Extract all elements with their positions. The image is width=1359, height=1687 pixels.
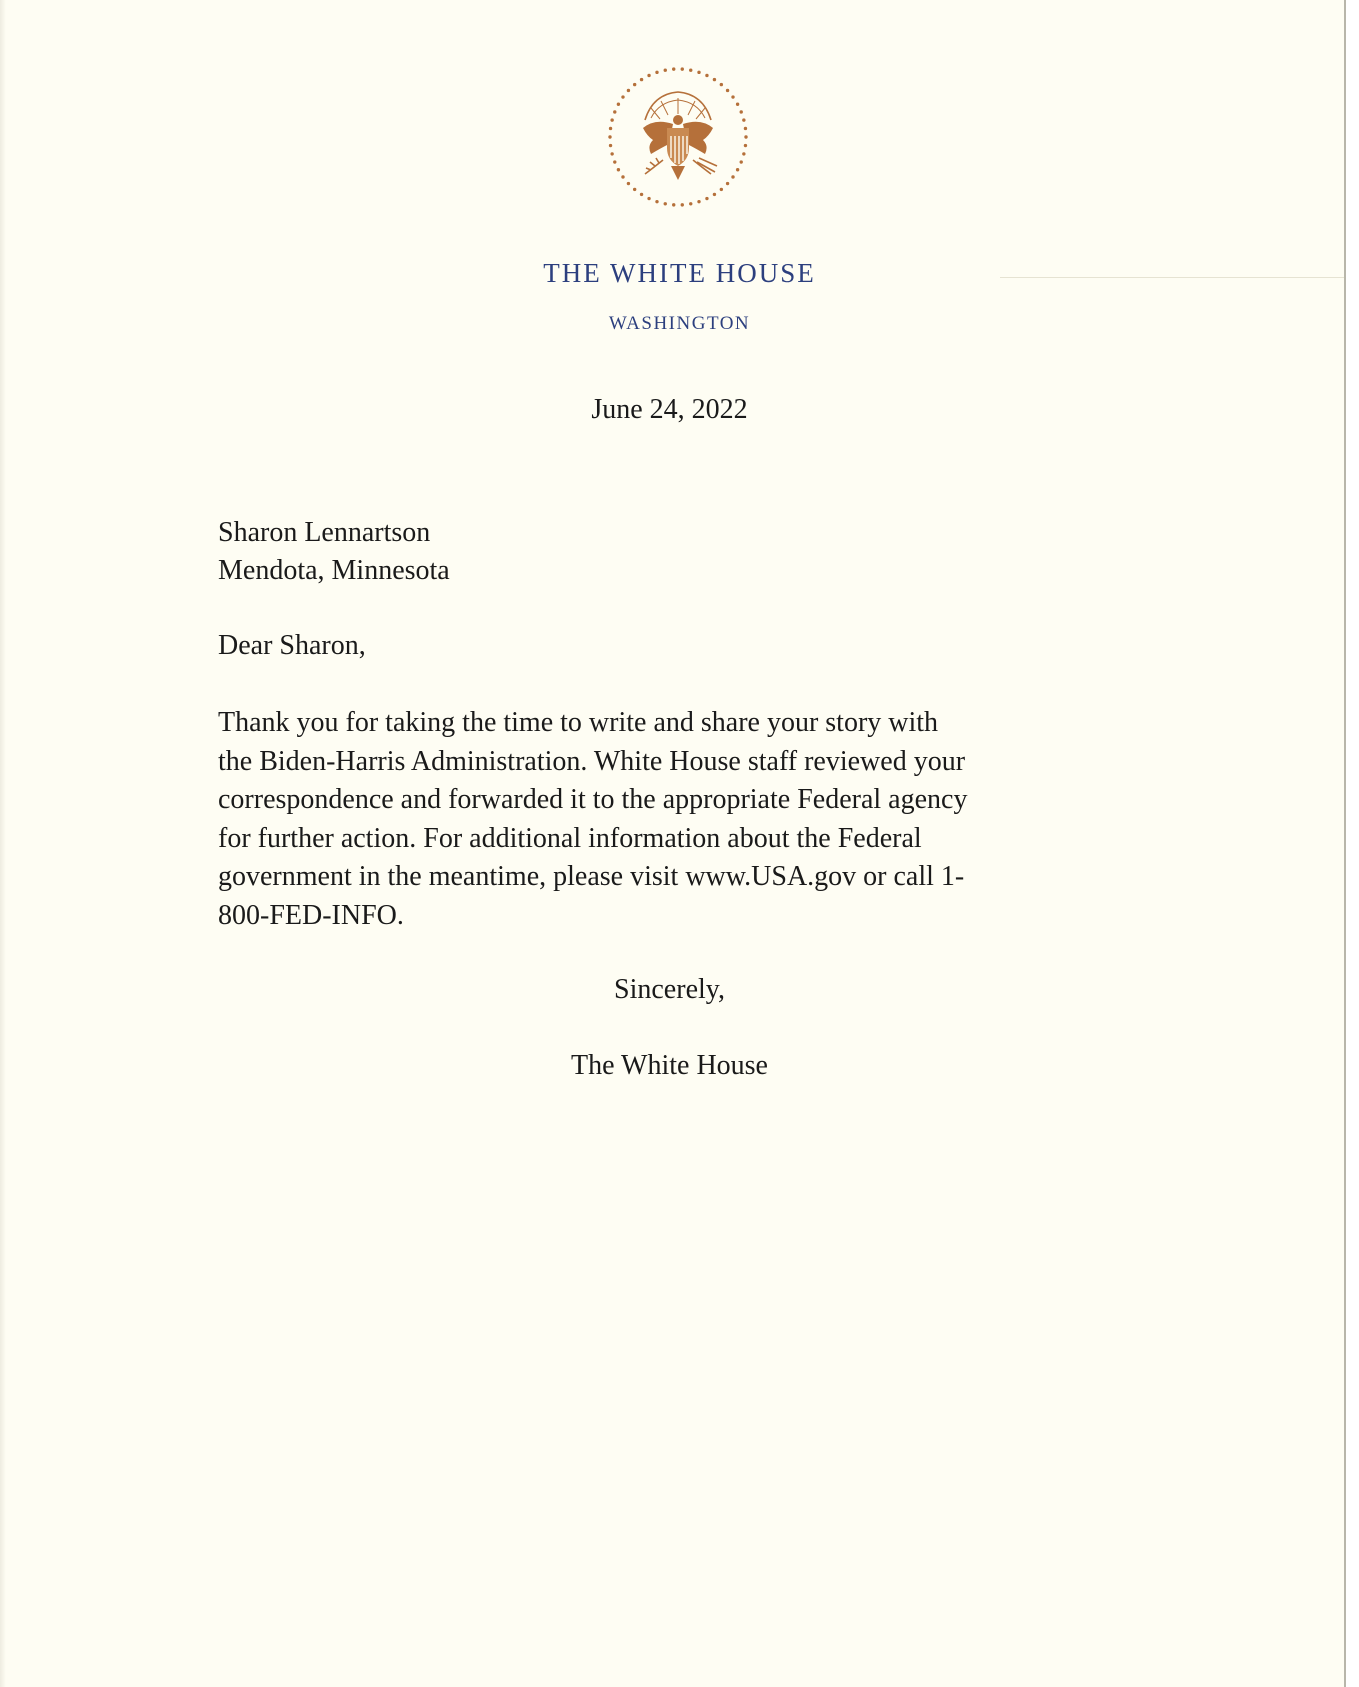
seal-star [655, 200, 658, 203]
seal-star [726, 89, 729, 92]
seal-star [731, 175, 734, 178]
seal-star [744, 127, 747, 130]
recipient-address [218, 514, 450, 590]
seal-star [621, 95, 624, 98]
seal-star [609, 144, 612, 147]
seal-star [617, 168, 620, 171]
seal-star [681, 203, 684, 206]
seal-star [672, 67, 675, 70]
seal-star [689, 202, 692, 205]
body-line: the Biden-Harris Administration. White House staff reviewed your [218, 745, 966, 777]
seal-star [610, 152, 613, 155]
seal-star [689, 69, 692, 72]
seal-star [655, 71, 658, 74]
seal-star [621, 175, 624, 178]
seal-star [705, 197, 708, 200]
seal-star [720, 83, 723, 86]
seal-star [705, 74, 708, 77]
scan-edge-shadow [0, 0, 6, 1687]
seal-star [647, 197, 650, 200]
seal-star [726, 182, 729, 185]
seal-star [617, 103, 620, 106]
seal-star [613, 110, 616, 113]
closing: Sincerely, [614, 974, 725, 1005]
letter-body [218, 704, 1128, 935]
seal-star [740, 160, 743, 163]
scan-right-edge [1344, 0, 1359, 1687]
seal-star [736, 103, 739, 106]
seal-star [720, 188, 723, 191]
salutation: Dear Sharon, [218, 630, 366, 661]
letter-date: June 24, 2022 [591, 394, 748, 425]
seal-star [627, 89, 630, 92]
seal-star [627, 182, 630, 185]
seal-star [742, 152, 745, 155]
seal-star [736, 168, 739, 171]
seal-star [609, 127, 612, 130]
seal-star [744, 135, 747, 138]
seal-star [697, 200, 700, 203]
seal-star [742, 118, 745, 121]
seal-star [640, 78, 643, 81]
seal-star [681, 67, 684, 70]
body-line: 800-FED-INFO. [218, 899, 404, 931]
seal-star [633, 83, 636, 86]
body-line: for further action. For additional information about the Federal [218, 822, 922, 854]
seal-star [647, 74, 650, 77]
signature: The White House [571, 1050, 768, 1081]
seal-star [664, 69, 667, 72]
seal-star [744, 144, 747, 147]
body-line: correspondence and forwarded it to the appropriate Federal agency [218, 784, 968, 815]
body-line: government in the meantime, please visit www.USA.gov or call 1- [218, 861, 965, 892]
seal-star [613, 160, 616, 163]
letterhead-title: THE WHITE HOUSE [543, 258, 816, 288]
seal-star [697, 71, 700, 74]
seal-star [608, 135, 611, 138]
recipient-name: Sharon Lennartson [218, 517, 431, 548]
seal-star [740, 110, 743, 113]
seal-star [713, 193, 716, 196]
seal-star [633, 188, 636, 191]
seal-star [610, 118, 613, 121]
seal-star [640, 193, 643, 196]
seal-star [731, 95, 734, 98]
presidential-seal-icon [603, 62, 753, 212]
seal-star [672, 203, 675, 206]
body-line: Thank you for taking the time to write and share your story with [218, 707, 939, 738]
seal-star [664, 202, 667, 205]
letterhead-city: WASHINGTON [608, 313, 751, 334]
recipient-location: Mendota, Minnesota [218, 555, 450, 586]
seal-star [713, 78, 716, 81]
